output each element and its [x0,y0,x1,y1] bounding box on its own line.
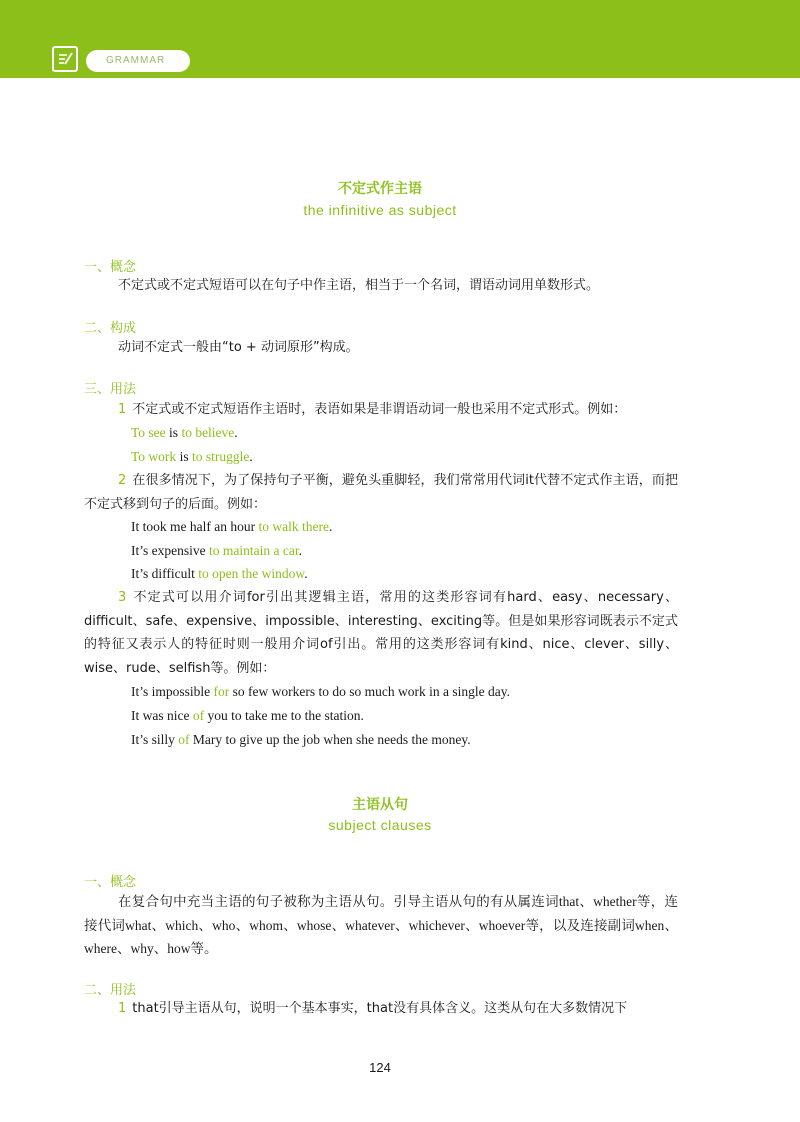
heading-concept: 一、概念 [84,875,137,890]
example-sentence: To see is to believe. [131,425,238,440]
heading-usage: 三、用法 [84,382,137,397]
paragraph: 不定式或不定式短语可以在句子中作主语，相当于一个名词，谓语动词用单数形式。 [118,278,600,293]
usage-item [84,469,678,516]
section-title: 主语从句 [352,797,408,813]
section-title: 不定式作主语 [338,181,422,197]
paragraph: 动词不定式一般由“to + 动词原形”构成。 [118,340,359,355]
usage-item [84,586,678,680]
usage-text: 在很多情况下，为了保持句子平衡，避免头重脚轻，我们常常用代词it代替不定式作主语，而把不定式移到句子的后面。例如： [84,473,678,512]
usage-item [84,997,678,1021]
example-sentence: It’s impossible for so few workers to do so much work in a single day. [131,684,510,699]
notebook-pencil-icon [52,46,78,72]
usage-text: that引导主语从句，说明一个基本事实，that没有具体含义。这类从句在大多数情况下 [132,1001,628,1016]
example-sentence: It was nice of you to take me to the station. [131,708,364,723]
page-number: 124 [369,1060,391,1075]
heading-formation: 二、构成 [84,321,137,336]
item-number: 1 [118,402,127,417]
section-subtitle: the infinitive as subject [303,202,457,218]
section-subtitle: subject clauses [328,817,432,833]
usage-item [84,398,678,422]
example-sentence: It’s expensive to maintain a car. [131,543,302,558]
example-sentence: It’s silly of Mary to give up the job when she needs the money. [131,732,471,747]
item-number: 1 [118,1001,127,1016]
usage-text: 不定式可以用介词for引出其逻辑主语，常用的这类形容词有hard、easy、necessary、difficult、safe、expensive、impossible、interesting、exciting等。但是如果形容词既表示不定式的特征又表示人的特征时则一般用介词of引出。常用的这类形容词有kind、nice、clever、silly、wise、rude、selfish等。例如： [84,590,678,676]
item-number: 3 [118,590,127,605]
usage-text: 不定式或不定式短语作主语时，表语如果是非谓语动词一般也采用不定式形式。例如： [132,402,627,417]
heading-usage: 二、用法 [84,983,137,998]
section-tag: GRAMMAR [86,50,190,72]
example-sentence: It took me half an hour to walk there. [131,519,333,534]
heading-concept: 一、概念 [84,260,137,275]
example-sentence: It’s difficult to open the window. [131,566,308,581]
example-sentence: To work is to struggle. [131,449,253,464]
paragraph: 在复合句中充当主语的句子被称为主语从句。引导主语从句的有从属连词that、whether等，连接代词what、which、who、whom、whose、whatever、whichever、whoever等，以及连接副词when、where、why、how等。 [84,894,678,956]
item-number: 2 [118,473,127,488]
